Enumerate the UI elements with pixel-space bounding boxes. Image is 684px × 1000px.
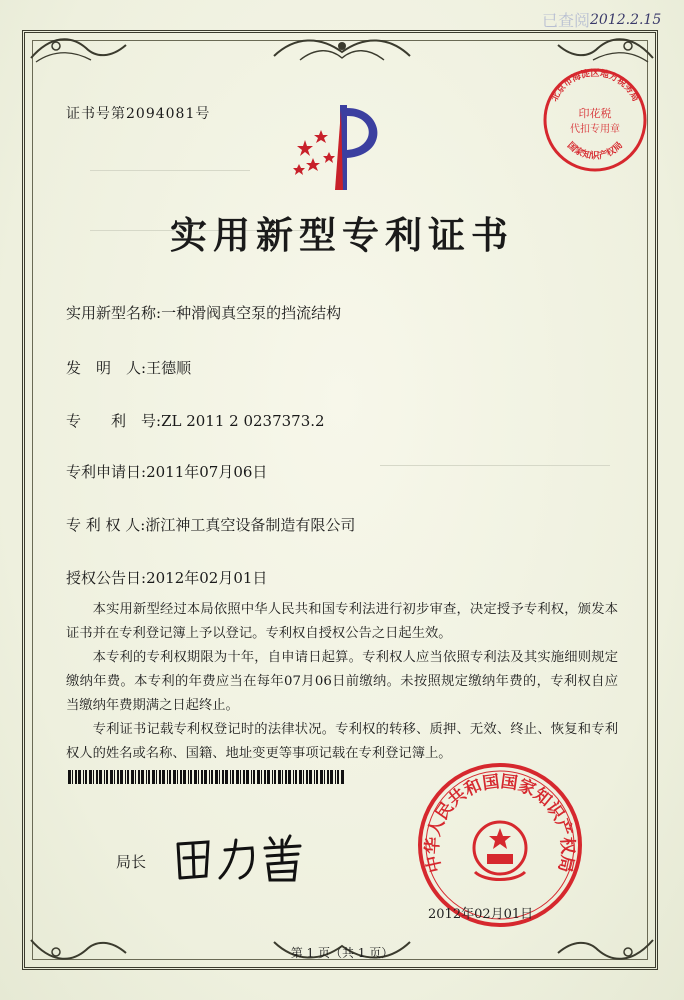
- field-label: 专利申请日:: [66, 463, 147, 481]
- barcode-bar: [183, 770, 186, 784]
- barcode-bar: [188, 770, 189, 784]
- scan-mark: 已查阅: [542, 11, 591, 30]
- barcode-bar: [324, 770, 325, 784]
- barcode-bar: [225, 770, 228, 784]
- field-label: 实用新型名称:: [66, 304, 162, 322]
- barcode-bar: [236, 770, 239, 784]
- barcode-bar: [131, 770, 134, 784]
- barcode-bar: [75, 770, 77, 784]
- field-label: 发 明 人:: [66, 359, 147, 377]
- barcode-bar: [106, 770, 108, 784]
- tax-seal: [540, 65, 650, 175]
- barcode-bar: [274, 770, 276, 784]
- patent-office-logo: [285, 100, 395, 195]
- barcode-bar: [222, 770, 224, 784]
- watermark-line: [90, 170, 250, 171]
- barcode-bar: [285, 770, 287, 784]
- seal-date: 2012年02月01日: [428, 907, 534, 922]
- svg-text:北京市海淀区地方税务局: 北京市海淀区地方税务局: [549, 68, 641, 104]
- barcode-bar: [243, 770, 245, 784]
- corner-ornament-top-left: [26, 30, 136, 70]
- field-value: 浙江神工真空设备制造有限公司: [145, 516, 356, 534]
- barcode-bar: [314, 770, 315, 784]
- barcode-bar: [99, 770, 102, 784]
- barcode-bar: [117, 770, 119, 784]
- barcode-bar: [257, 770, 260, 784]
- barcode-bar: [264, 770, 266, 784]
- barcode-bar: [261, 770, 262, 784]
- barcode-bar: [156, 770, 157, 784]
- barcode-bar: [83, 770, 84, 784]
- barcode-bar: [93, 770, 94, 784]
- barcode-bar: [138, 770, 140, 784]
- corner-ornament-top-right: [548, 30, 658, 70]
- barcode-bar: [232, 770, 234, 784]
- barcode-bar: [327, 770, 329, 784]
- barcode-bar: [303, 770, 304, 784]
- barcode-bar: [215, 770, 218, 784]
- barcode-bar: [169, 770, 171, 784]
- barcode-bar: [125, 770, 126, 784]
- barcode-bar: [337, 770, 339, 784]
- barcode-bar: [177, 770, 178, 784]
- barcode-bar: [316, 770, 318, 784]
- field-value: 一种滑阀真空泵的挡流结构: [161, 304, 342, 322]
- barcode-bar: [167, 770, 168, 784]
- barcode-bar: [240, 770, 241, 784]
- field-grant-date: [66, 567, 267, 588]
- certificate-title: 实用新型专利证书: [170, 213, 514, 257]
- barcode-bar: [341, 770, 344, 784]
- director-signature: [170, 830, 320, 885]
- paragraph: 本实用新型经过本局依照中华人民共和国专利法进行初步审查，决定授予专利权，颁发本证书并在专利登记簿上予以登记。专利权自授权公告之日起生效。: [66, 602, 618, 641]
- barcode-bar: [194, 770, 197, 784]
- barcode-bar: [295, 770, 297, 784]
- barcode-bar: [272, 770, 273, 784]
- barcode-bar: [330, 770, 333, 784]
- field-patentee: [66, 514, 355, 535]
- barcode-bar: [246, 770, 249, 784]
- barcode-bar: [201, 770, 203, 784]
- barcode-bar: [146, 770, 147, 784]
- seal-text: 中华人民共和国国家知识产权局: [422, 771, 578, 875]
- barcode-bar: [190, 770, 192, 784]
- barcode-bar: [89, 770, 92, 784]
- barcode-bar: [159, 770, 161, 784]
- barcode-bar: [78, 770, 81, 784]
- barcode-bar: [320, 770, 323, 784]
- svg-text:代扣专用章: 代扣专用章: [570, 124, 620, 135]
- field-inventor: [66, 357, 191, 378]
- top-center-ornament: [270, 32, 414, 66]
- barcode-bar: [141, 770, 144, 784]
- paragraph: 专利证书记载专利权登记时的法律状况。专利权的转移、质押、无效、终止、恢复和专利权人的姓名或名称、国籍、地址变更等事项记载在专利登记簿上。: [66, 722, 618, 761]
- page-number: 第 1 页（共 1 页）: [290, 946, 394, 960]
- director-label: 局长: [116, 853, 147, 871]
- barcode-bar: [180, 770, 182, 784]
- barcode-bar: [306, 770, 308, 784]
- field-value: 王德顺: [146, 359, 192, 377]
- barcode-bar: [148, 770, 150, 784]
- field-patent-number: [66, 410, 325, 431]
- barcode-bar: [293, 770, 294, 784]
- barcode-bar: [114, 770, 115, 784]
- field-label: 授权公告日:: [66, 569, 147, 587]
- field-application-date: [66, 461, 267, 482]
- field-label: 专 利 权 人:: [66, 516, 146, 534]
- barcode-bar: [96, 770, 98, 784]
- watermark-line: [380, 465, 610, 466]
- barcode-bar: [135, 770, 136, 784]
- barcode-bar: [110, 770, 113, 784]
- certificate-number: 证书号第2094081号: [66, 106, 211, 122]
- barcode-bar: [309, 770, 312, 784]
- field-utility-model-name: [66, 302, 341, 323]
- barcode-bar: [211, 770, 213, 784]
- barcode-bar: [173, 770, 176, 784]
- barcode-bar: [127, 770, 129, 784]
- statement-text: [66, 598, 618, 766]
- barcode-bar: [267, 770, 270, 784]
- barcode-bar: [282, 770, 283, 784]
- barcode-bar: [72, 770, 73, 784]
- svg-text:印花税: 印花税: [578, 107, 612, 120]
- barcode-bar: [299, 770, 302, 784]
- barcode-bar: [278, 770, 281, 784]
- paragraph: 本专利的专利权期限为十年，自申请日起算。专利权人应当依照专利法及其实施细则规定缴纳年费。本专利的年费应当在每年07月06日前缴纳。未按照规定缴纳年费的，专利权自应当缴纳年费期满之日起终止。: [66, 650, 618, 713]
- barcode-bar: [204, 770, 207, 784]
- barcode-bar: [104, 770, 105, 784]
- barcode-bar: [251, 770, 252, 784]
- barcode-bar: [68, 770, 71, 784]
- barcode-bar: [219, 770, 220, 784]
- field-value: 2012年02月01日: [146, 569, 268, 587]
- barcode-bar: [85, 770, 87, 784]
- barcode-bar: [198, 770, 199, 784]
- field-value: 2011年07月06日: [146, 463, 268, 481]
- barcode-bar: [209, 770, 210, 784]
- barcode-bar: [230, 770, 231, 784]
- barcode-bar: [335, 770, 336, 784]
- barcode-bar: [152, 770, 155, 784]
- barcode-bar: [253, 770, 255, 784]
- barcode: [68, 770, 344, 784]
- barcode-bar: [120, 770, 123, 784]
- barcode-bar: [288, 770, 291, 784]
- barcode-bar: [162, 770, 165, 784]
- handwritten-date: 2012.2.15: [590, 12, 662, 28]
- svg-text:国家知识产权局: 国家知识产权局: [564, 140, 626, 162]
- field-label: 专 利 号:: [66, 412, 162, 430]
- field-value: ZL 2011 2 0237373.2: [161, 412, 325, 430]
